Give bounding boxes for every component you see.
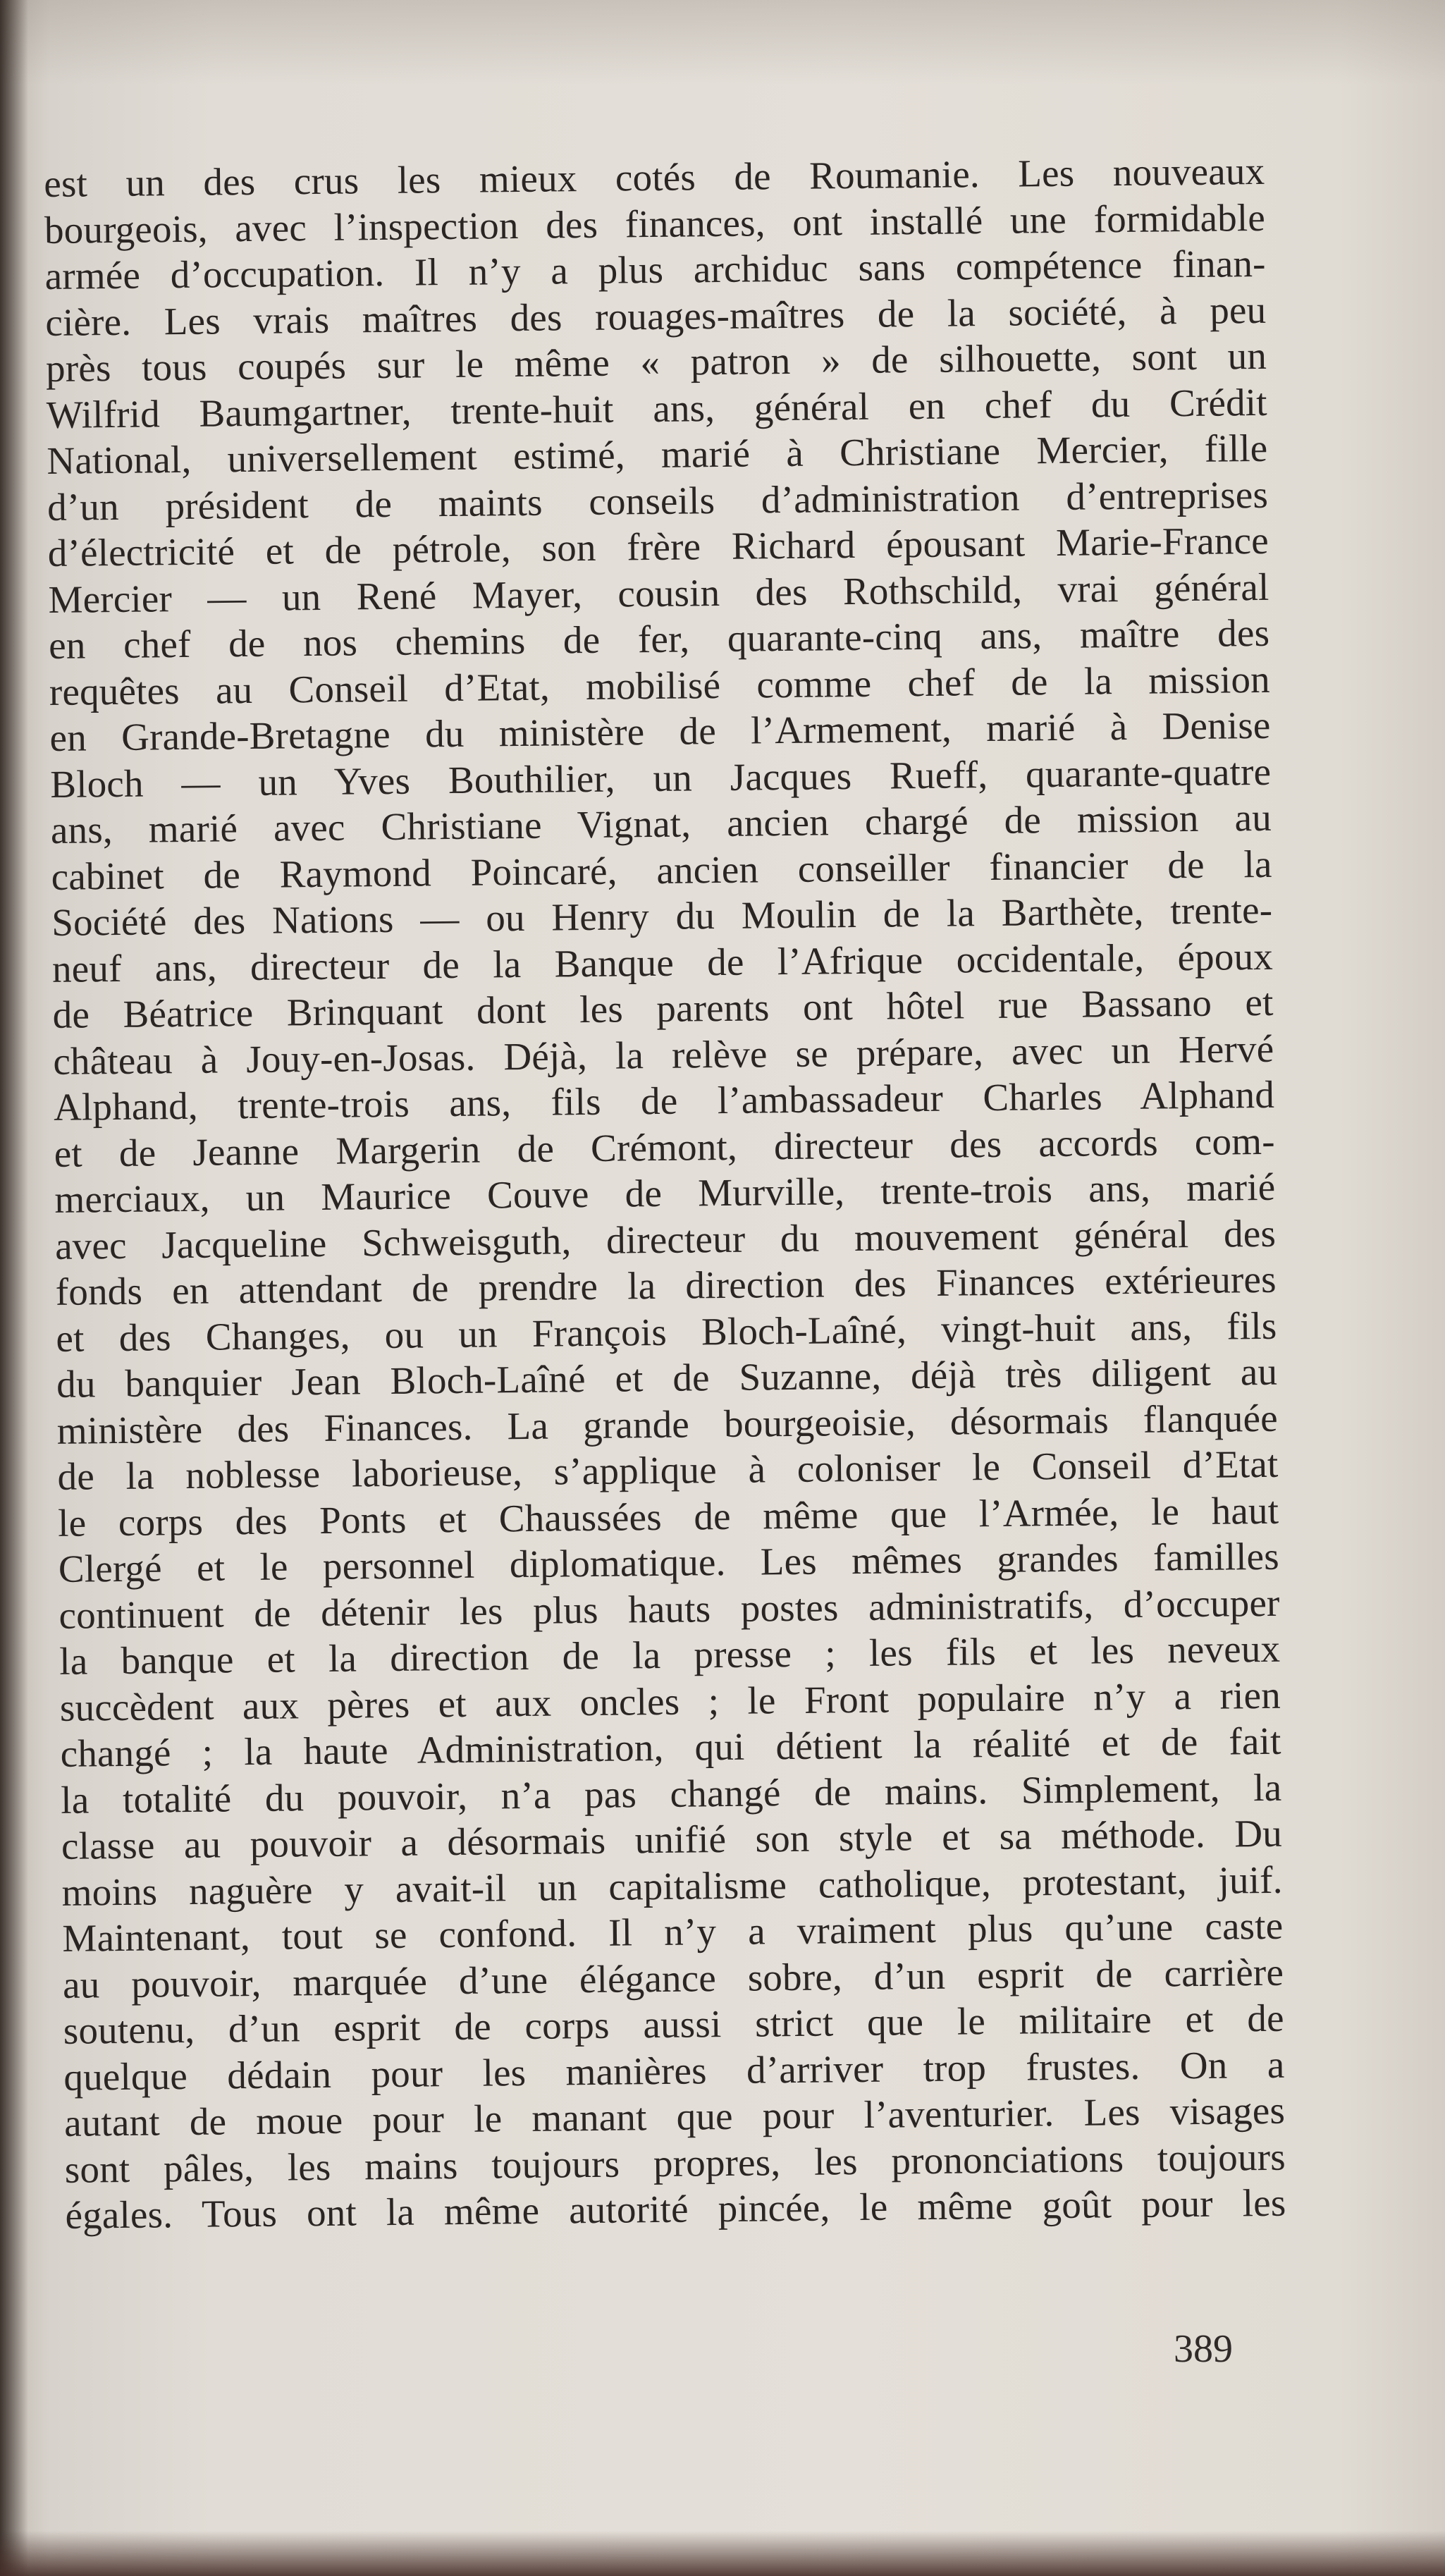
text-line-33: la banque et la direction de la presse ; les fils et les neveux <box>59 1626 1281 1683</box>
text-line-45: égales. Tous ont la même autorité pincée, le même goût pour les <box>65 2181 1286 2237</box>
page-number: 389 <box>1174 2327 1233 2371</box>
text-line-24: avec Jacqueline Schweisguth, directeur du mouvement général des <box>54 1211 1277 1268</box>
text-line-18: neuf ans, directeur de la Banque de l’Afrique occidentale, époux <box>51 934 1274 990</box>
text-line-13: en Grande-Bretagne du ministère de l’Armement, marié à Denise <box>49 703 1271 759</box>
text-line-21: Alphand, trente-trois ans, fils de l’ambassadeur Charles Alphand <box>53 1072 1275 1129</box>
text-line-25: fonds en attendant de prendre la direction des Finances extérieures <box>55 1257 1277 1313</box>
text-line-2: bourgeois, avec l’inspection des finances, ont installé une formidable <box>44 195 1266 252</box>
text-line-43: autant de moue pour le manant que pour l’aventurier. Les visages <box>63 2088 1286 2145</box>
text-line-16: cabinet de Raymond Poincaré, ancien conseiller financier de la <box>51 842 1272 898</box>
text-line-17: Société des Nations — ou Henry du Moulin de la Barthète, trente- <box>51 888 1273 944</box>
text-line-12: requêtes au Conseil d’Etat, mobilisé comme chef de la mission <box>49 657 1271 713</box>
text-line-34: succèdent aux pères et aux oncles ; le Front populaire n’y a rien <box>59 1673 1281 1729</box>
text-line-44: sont pâles, les mains toujours propres, les prononciations toujours <box>64 2135 1286 2191</box>
text-line-15: ans, marié avec Christiane Vignat, ancien chargé de mission au <box>50 795 1272 852</box>
page-top-shading <box>0 0 1445 85</box>
text-line-38: moins naguère y avait-il un capitalisme catholique, protestant, juif. <box>61 1858 1283 1914</box>
text-line-28: ministère des Finances. La grande bourgeoisie, désormais flanquée <box>56 1396 1279 1452</box>
page-bottom-edge <box>0 2531 1445 2576</box>
text-line-5: près tous coupés sur le même « patron » de silhouette, sont un <box>45 333 1267 390</box>
text-line-19: de Béatrice Brinquant dont les parents ont hôtel rue Bassano et <box>52 980 1274 1036</box>
text-line-27: du banquier Jean Bloch-Laîné et de Suzanne, déjà très diligent au <box>56 1349 1278 1406</box>
text-line-11: en chef de nos chemins de fer, quarante-cinq ans, maître des <box>48 611 1270 667</box>
text-line-10: Mercier — un René Mayer, cousin des Rothschild, vrai général <box>48 565 1269 621</box>
text-line-26: et des Changes, ou un François Bloch-Laîné, vingt-huit ans, fils <box>56 1304 1277 1360</box>
text-line-42: quelque dédain pour les manières d’arriver trop frustes. On a <box>63 2042 1285 2099</box>
text-line-31: Clergé et le personnel diplomatique. Les mêmes grandes familles <box>58 1534 1280 1590</box>
text-line-23: merciaux, un Maurice Couve de Murville, trente-trois ans, marié <box>54 1165 1276 1221</box>
text-line-7: National, universellement estimé, marié à Christiane Mercier, fille <box>47 426 1268 482</box>
text-line-35: changé ; la haute Administration, qui détient la réalité et de fait <box>60 1719 1281 1775</box>
text-line-41: soutenu, d’un esprit de corps aussi strict que le militaire et de <box>63 1996 1285 2052</box>
text-line-39: Maintenant, tout se confond. Il n’y a vraiment plus qu’une caste <box>62 1903 1284 1960</box>
text-line-29: de la noblesse laborieuse, s’applique à coloniser le Conseil d’Etat <box>57 1442 1279 1498</box>
text-line-36: la totalité du pouvoir, n’a pas changé de mains. Simplement, la <box>61 1765 1282 1822</box>
text-line-37: classe au pouvoir a désormais unifié son style et sa méthode. Du <box>61 1811 1283 1867</box>
body-text <box>44 148 1286 2238</box>
text-line-3: armée d’occupation. Il n’y a plus archiduc sans compétence finan- <box>44 241 1266 298</box>
text-line-32: continuent de détenir les plus hauts postes administratifs, d’occuper <box>59 1581 1280 1637</box>
text-line-4: cière. Les vrais maîtres des rouages-maîtres de la société, à peu <box>45 288 1267 344</box>
text-line-14: Bloch — un Yves Bouthilier, un Jacques Rueff, quarante-quatre <box>49 749 1272 806</box>
book-spine-shadow <box>0 0 28 2576</box>
text-line-20: château à Jouy-en-Josas. Déjà, la relève se prépare, avec un Hervé <box>53 1026 1274 1083</box>
text-line-6: Wilfrid Baumgartner, trente-huit ans, général en chef du Crédit <box>46 380 1267 436</box>
text-line-30: le corps des Ponts et Chaussées de même que l’Armée, le haut <box>57 1488 1279 1545</box>
text-line-8: d’un président de maints conseils d’administration d’entreprises <box>47 472 1269 529</box>
text-line-22: et de Jeanne Margerin de Crémont, directeur des accords com- <box>54 1119 1275 1175</box>
text-line-40: au pouvoir, marquée d’une élégance sobre, d’un esprit de carrière <box>62 1950 1284 2006</box>
text-line-1: est un des crus les mieux cotés de Roumanie. Les nouveaux <box>44 149 1265 205</box>
text-line-9: d’électricité et de pétrole, son frère Richard épousant Marie-France <box>47 518 1269 575</box>
